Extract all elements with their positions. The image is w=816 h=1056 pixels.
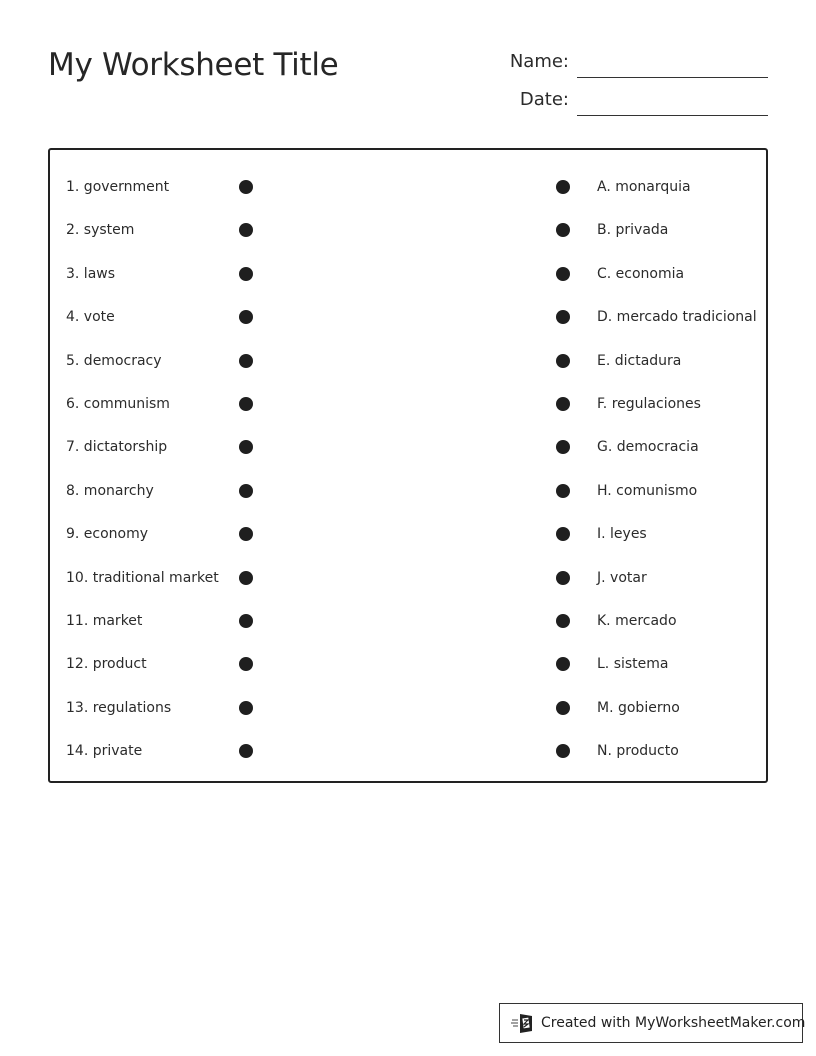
term-item: 8. monarchy [66, 482, 154, 499]
right-connector-dot[interactable] [556, 571, 570, 585]
left-connector-dot[interactable] [239, 440, 253, 454]
match-row [50, 220, 766, 240]
left-connector-dot[interactable] [239, 354, 253, 368]
term-item: 6. communism [66, 396, 170, 412]
match-row [50, 481, 766, 501]
match-row [50, 568, 766, 588]
date-input-line[interactable] [577, 115, 768, 116]
left-connector-dot[interactable] [239, 744, 253, 758]
date-label: Date: [519, 89, 569, 110]
name-label: Name: [509, 51, 569, 72]
left-connector-dot[interactable] [239, 484, 253, 498]
right-connector-dot[interactable] [556, 614, 570, 628]
definition-item: K. mercado [597, 613, 677, 629]
left-connector-dot[interactable] [239, 267, 253, 281]
term-item: 11. market [66, 613, 143, 629]
right-connector-dot[interactable] [556, 354, 570, 368]
match-row [50, 351, 766, 371]
matching-box [48, 148, 768, 783]
term-item: 9. economy [66, 526, 149, 543]
match-row [50, 394, 766, 414]
right-connector-dot[interactable] [556, 267, 570, 281]
worksheet-title: My Worksheet Title [48, 47, 339, 83]
name-input-line[interactable] [577, 77, 768, 78]
match-row [50, 264, 766, 284]
definition-item: L. sistema [597, 656, 669, 673]
definition-item: C. economia [597, 265, 685, 282]
left-connector-dot[interactable] [239, 657, 253, 671]
match-row [50, 437, 766, 457]
right-connector-dot[interactable] [556, 310, 570, 324]
right-connector-dot[interactable] [556, 440, 570, 454]
match-row [50, 741, 766, 761]
term-item: 4. vote [66, 309, 115, 326]
worksheet-maker-logo-icon [511, 1012, 535, 1034]
date-field [480, 89, 768, 119]
right-connector-dot[interactable] [556, 180, 570, 194]
footer-credit-text: Created with MyWorksheetMaker.com [541, 1015, 806, 1031]
footer-credit-badge[interactable] [499, 1003, 806, 1043]
definition-item: N. producto [597, 743, 679, 760]
definition-item: G. democracia [597, 439, 699, 456]
definition-item: A. monarquia [597, 179, 691, 195]
term-item: 14. private [66, 743, 143, 760]
term-item: 5. democracy [66, 352, 162, 369]
definition-item: F. regulaciones [597, 396, 701, 412]
definition-item: J. votar [597, 569, 647, 586]
match-row [50, 307, 766, 327]
left-connector-dot[interactable] [239, 397, 253, 411]
definition-item: M. gobierno [597, 699, 680, 716]
match-row [50, 654, 766, 674]
left-connector-dot[interactable] [239, 310, 253, 324]
match-row [50, 611, 766, 631]
term-item: 3. laws [66, 265, 116, 282]
match-row [50, 524, 766, 544]
term-item: 2. system [66, 222, 135, 239]
right-connector-dot[interactable] [556, 484, 570, 498]
left-connector-dot[interactable] [239, 571, 253, 585]
term-item: 1. government [66, 179, 170, 195]
right-connector-dot[interactable] [556, 223, 570, 237]
term-item: 10. traditional market [66, 569, 219, 586]
left-connector-dot[interactable] [239, 614, 253, 628]
left-connector-dot[interactable] [239, 527, 253, 541]
right-connector-dot[interactable] [556, 744, 570, 758]
definition-item: H. comunismo [597, 482, 698, 499]
right-connector-dot[interactable] [556, 397, 570, 411]
left-connector-dot[interactable] [239, 701, 253, 715]
match-row [50, 177, 766, 197]
right-connector-dot[interactable] [556, 701, 570, 715]
left-connector-dot[interactable] [239, 180, 253, 194]
right-connector-dot[interactable] [556, 657, 570, 671]
definition-item: I. leyes [597, 526, 647, 543]
definition-item: D. mercado tradicional [597, 309, 757, 326]
match-row [50, 698, 766, 718]
name-field [480, 51, 768, 81]
definition-item: E. dictadura [597, 352, 682, 369]
term-item: 12. product [66, 656, 147, 673]
definition-item: B. privada [597, 222, 669, 239]
term-item: 13. regulations [66, 699, 172, 716]
right-connector-dot[interactable] [556, 527, 570, 541]
left-connector-dot[interactable] [239, 223, 253, 237]
term-item: 7. dictatorship [66, 439, 168, 456]
